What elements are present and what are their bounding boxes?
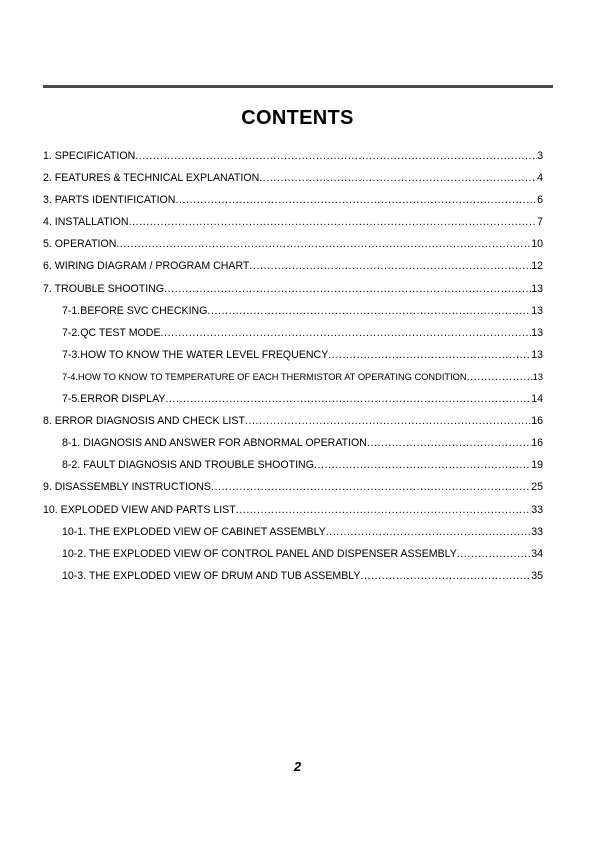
table-of-contents bbox=[43, 150, 543, 592]
page-title: CONTENTS bbox=[241, 107, 354, 129]
toc-entry-label: 9. DISASSEMBLY INSTRUCTIONS bbox=[43, 481, 211, 494]
toc-entry-page: 4 bbox=[537, 172, 543, 185]
toc-leader-dots bbox=[164, 283, 531, 295]
toc-subentry[interactable] bbox=[43, 437, 543, 459]
toc-entry-page: 33 bbox=[531, 503, 543, 516]
toc-entry-label: 7-3.HOW TO KNOW THE WATER LEVEL FREQUENCY bbox=[62, 348, 329, 361]
toc-entry[interactable] bbox=[43, 504, 543, 526]
toc-entry-page: 34 bbox=[531, 547, 543, 560]
toc-leader-dots bbox=[207, 305, 531, 317]
page-number: 2 bbox=[293, 759, 302, 774]
toc-leader-dots bbox=[165, 393, 531, 405]
toc-subentry[interactable] bbox=[43, 327, 543, 349]
toc-leader-dots bbox=[326, 526, 531, 538]
toc-entry-label: 7-4.HOW TO KNOW TO TEMPERATURE OF EACH THERMISTOR AT OPERATING CONDITION bbox=[62, 371, 467, 382]
toc-entry-page: 33 bbox=[531, 525, 543, 538]
toc-entry[interactable] bbox=[43, 481, 543, 503]
toc-entry-page: 13 bbox=[532, 371, 543, 382]
toc-entry[interactable] bbox=[43, 172, 543, 194]
toc-entry-label: 10-1. THE EXPLODED VIEW OF CABINET ASSEMBLY bbox=[62, 525, 326, 538]
toc-leader-dots bbox=[249, 260, 531, 272]
toc-entry[interactable] bbox=[43, 260, 543, 282]
toc-entry-label: 10. EXPLODED VIEW AND PARTS LIST bbox=[43, 503, 236, 516]
toc-leader-dots bbox=[328, 349, 531, 361]
toc-entry-label: 7-1.BEFORE SVC CHECKING bbox=[62, 304, 208, 317]
toc-subentry[interactable] bbox=[43, 548, 543, 570]
toc-subentry[interactable] bbox=[43, 570, 543, 592]
toc-entry[interactable] bbox=[43, 216, 543, 238]
toc-entry-label: 8-2. FAULT DIAGNOSIS AND TROUBLE SHOOTING bbox=[62, 459, 314, 472]
toc-subentry[interactable] bbox=[43, 526, 543, 548]
toc-subentry[interactable] bbox=[43, 305, 543, 327]
toc-entry-page: 13 bbox=[531, 326, 543, 339]
toc-leader-dots bbox=[135, 150, 537, 162]
toc-entry-page: 12 bbox=[531, 260, 543, 273]
toc-entry-page: 13 bbox=[531, 304, 543, 317]
toc-entry-page: 6 bbox=[537, 194, 543, 207]
toc-entry-label: 7. TROUBLE SHOOTING bbox=[43, 282, 165, 295]
toc-entry-page: 7 bbox=[537, 216, 543, 229]
toc-subentry[interactable] bbox=[43, 349, 543, 371]
toc-entry-page: 14 bbox=[531, 393, 543, 406]
toc-leader-dots bbox=[245, 415, 531, 427]
toc-entry-page: 13 bbox=[531, 348, 543, 361]
toc-entry[interactable] bbox=[43, 238, 543, 260]
toc-entry-page: 10 bbox=[531, 238, 543, 251]
toc-entry-label: 1. SPECIFICATION bbox=[43, 150, 136, 162]
toc-entry-page: 16 bbox=[531, 437, 543, 450]
toc-entry-label: 6. WIRING DIAGRAM / PROGRAM CHART bbox=[43, 260, 250, 273]
toc-leader-dots bbox=[360, 570, 531, 582]
toc-entry-page: 16 bbox=[531, 415, 543, 428]
toc-leader-dots bbox=[367, 437, 531, 449]
toc-entry-page: 35 bbox=[531, 569, 543, 582]
toc-leader-dots bbox=[116, 238, 531, 250]
top-rule bbox=[43, 85, 553, 88]
toc-leader-dots bbox=[314, 459, 531, 471]
toc-leader-dots bbox=[161, 327, 532, 339]
toc-leader-dots bbox=[467, 371, 533, 383]
toc-entry[interactable] bbox=[43, 283, 543, 305]
toc-entry-label: 2. FEATURES & TECHNICAL EXPLANATION bbox=[43, 172, 260, 185]
toc-leader-dots bbox=[175, 194, 537, 206]
toc-subentry[interactable] bbox=[43, 459, 543, 481]
toc-entry-page: 25 bbox=[531, 481, 543, 494]
toc-entry-label: 10-2. THE EXPLODED VIEW OF CONTROL PANEL AND DISPENSER ASSEMBLY bbox=[62, 547, 457, 560]
toc-entry[interactable] bbox=[43, 415, 543, 437]
toc-entry-label: 3. PARTS IDENTIFICATION bbox=[43, 194, 176, 207]
toc-subentry[interactable] bbox=[43, 371, 543, 393]
toc-leader-dots bbox=[259, 172, 537, 184]
toc-entry-page: 19 bbox=[531, 459, 543, 472]
toc-subentry[interactable] bbox=[43, 393, 543, 415]
toc-entry-label: 7-5.ERROR DISPLAY bbox=[62, 393, 166, 406]
toc-leader-dots bbox=[457, 548, 531, 560]
toc-entry-label: 8-1. DIAGNOSIS AND ANSWER FOR ABNORMAL OPERATION bbox=[62, 437, 367, 450]
toc-entry-page: 13 bbox=[531, 282, 543, 295]
toc-entry[interactable] bbox=[43, 150, 543, 172]
toc-entry-label: 4. INSTALLATION bbox=[43, 216, 129, 229]
toc-leader-dots bbox=[129, 216, 538, 228]
toc-entry[interactable] bbox=[43, 194, 543, 216]
toc-leader-dots bbox=[236, 504, 531, 516]
toc-entry-label: 10-3. THE EXPLODED VIEW OF DRUM AND TUB ASSEMBLY bbox=[62, 569, 361, 582]
toc-entry-label: 7-2.QC TEST MODE bbox=[62, 326, 161, 339]
toc-leader-dots bbox=[211, 481, 531, 493]
toc-entry-label: 5. OPERATION bbox=[43, 238, 117, 251]
toc-entry-label: 8. ERROR DIAGNOSIS AND CHECK LIST bbox=[43, 415, 245, 428]
toc-entry-page: 3 bbox=[537, 150, 543, 162]
